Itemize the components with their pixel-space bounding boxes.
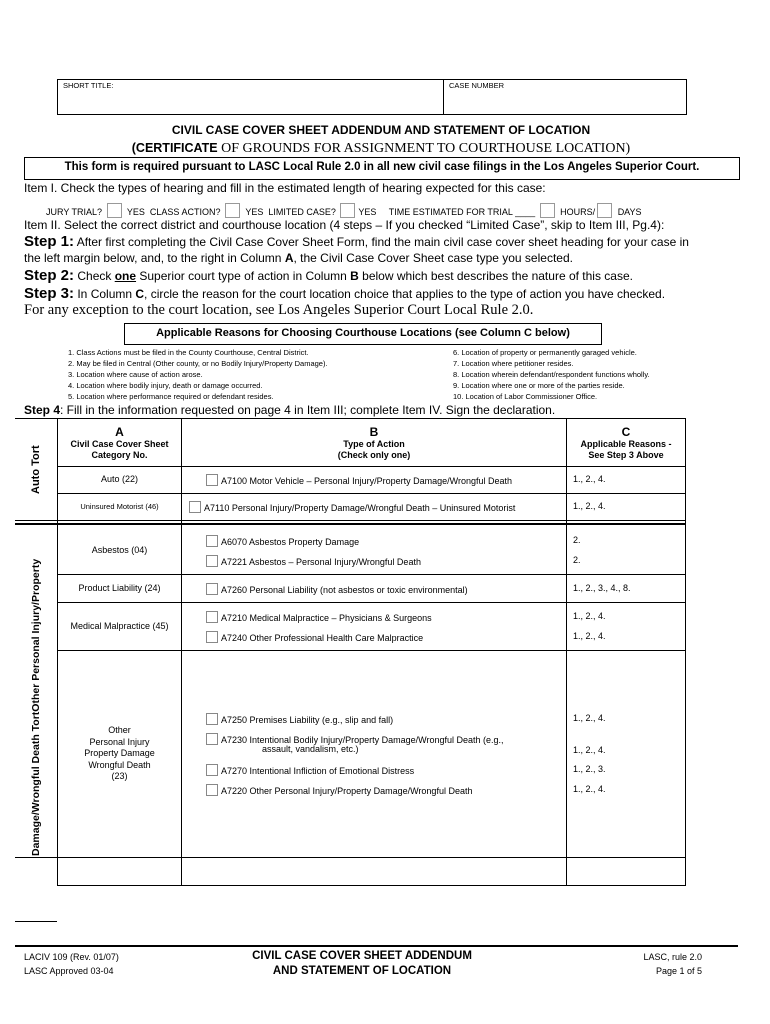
action-a7230-cont: assault, vandalism, etc.) [262, 744, 359, 754]
reasons-a7100: 1., 2., 4. [573, 474, 606, 484]
side-label-auto-tort: Auto Tort [30, 445, 42, 494]
step2-text-c: below which best describes the nature of this case. [358, 269, 633, 283]
class-action-label: CLASS ACTION? [149, 207, 221, 217]
hours-checkbox[interactable] [540, 203, 555, 218]
action-a7110 [187, 501, 515, 513]
reason-6: 6. Location of property or permanently garaged vehicle. [453, 348, 637, 357]
short-title-label: SHORT TITLE: [63, 81, 114, 90]
footer-rule-ref: LASC, rule 2.0 [643, 952, 702, 962]
category-other-pi [57, 725, 182, 783]
page-title: CIVIL CASE COVER SHEET ADDENDUM AND STATEMENT OF LOCATION [171, 123, 591, 137]
category-asbestos: Asbestos (04) [91, 545, 148, 555]
step4-text: : Fill in the information requested on page 4 in Item III; complete Item IV. Sign the declaration. [60, 403, 556, 417]
header-box [57, 79, 687, 115]
reason-7: 7. Location where petitioner resides. [453, 359, 574, 368]
reasons-a7110: 1., 2., 4. [573, 501, 606, 511]
checkbox-a7230[interactable] [206, 733, 218, 745]
col-b-header [181, 425, 567, 461]
action-a7240 [204, 631, 423, 643]
action-a7210 [204, 611, 432, 623]
item2-text: Item II. Select the correct district and courthouse location (4 steps – If you checked “Limited Case”, skip to Item III, Pg.4): [24, 218, 665, 232]
reasons-a7220: 1., 2., 4. [573, 784, 606, 794]
time-estimate-label[interactable]: TIME ESTIMATED FOR TRIAL ____ [388, 207, 536, 217]
action-a7210-label: A7210 Medical Malpractice – Physicians & Surgeons [221, 613, 432, 623]
step1-label: Step 1: [24, 233, 75, 250]
step3-text-b: , circle the reason for the court location choice that applies to the type of action you have checked. [144, 287, 666, 301]
reason-1: 1. Class Actions must be filed in the County Courthouse, Central District. [68, 348, 309, 357]
footer-title [212, 949, 512, 979]
col-a-title1: Civil Case Cover Sheet [70, 439, 169, 449]
col-b-title1: Type of Action [343, 439, 405, 449]
step1-text2b: , the Civil Case Cover Sheet case type you selected. [293, 251, 573, 265]
reasons-a7250: 1., 2., 4. [573, 713, 606, 723]
step2-text-b: Superior court type of action in Column [136, 269, 351, 283]
page-subtitle [0, 139, 762, 157]
category-medical-malpractice: Medical Malpractice (45) [70, 621, 169, 631]
col-a-title2: Category No. [91, 450, 148, 460]
checkbox-a7270[interactable] [206, 764, 218, 776]
reasons-a7230: 1., 2., 4. [573, 745, 606, 755]
action-a7270-label: A7270 Intentional Infliction of Emotional Distress [221, 766, 415, 776]
hours-label: HOURS/ [560, 207, 596, 217]
action-a7110-label: A7110 Personal Injury/Property Damage/Wrongful Death – Uninsured Motorist [204, 503, 516, 513]
step3-text-a: In Column [74, 287, 136, 301]
item1-text: Item I. Check the types of hearing and fill in the estimated length of hearing expected for this case: [24, 181, 546, 195]
days-checkbox[interactable] [597, 203, 612, 218]
action-a7221-label: A7221 Asbestos – Personal Injury/Wrongful Death [221, 557, 421, 567]
footer-form-id: LACIV 109 (Rev. 01/07) [24, 952, 119, 962]
days-label: DAYS [617, 207, 642, 217]
action-a7220 [204, 784, 472, 796]
footer-approved: LASC Approved 03-04 [24, 966, 114, 976]
reason-8: 8. Location wherein defendant/respondent functions wholly. [453, 370, 650, 379]
action-a7260-label: A7260 Personal Liability (not asbestos or toxic environmental) [221, 585, 468, 595]
col-b-letter: B [369, 425, 379, 439]
subtitle-rest: OF GROUNDS FOR ASSIGNMENT TO COURTHOUSE LOCATION) [217, 141, 631, 156]
limited-case-checkbox[interactable] [340, 203, 355, 218]
checkbox-a7260[interactable] [206, 583, 218, 595]
footer-rule [15, 945, 738, 947]
step2-text-a: Check [74, 269, 115, 283]
footer-title-line1: CIVIL CASE COVER SHEET ADDENDUM [252, 950, 472, 962]
step1-col-a: A [284, 251, 294, 265]
jury-trial-checkbox[interactable] [107, 203, 122, 218]
category-other-pi-line1: Other [108, 725, 131, 735]
reason-9: 9. Location where one or more of the parties reside. [453, 381, 625, 390]
side-label-other-pi: Damage/Wrongful Death TortOther Personal Injury/Property [30, 558, 42, 856]
col-b-title2: (Check only one) [337, 450, 411, 460]
category-uninsured-motorist: Uninsured Motorist (46) [80, 502, 159, 511]
step4 [24, 403, 555, 417]
checkbox-a6070[interactable] [206, 535, 218, 547]
jury-trial-label: JURY TRIAL? [46, 207, 103, 217]
checkbox-a7210[interactable] [206, 611, 218, 623]
reasons-title: Applicable Reasons for Choosing Courthouse Locations (see Column C below) [156, 327, 570, 339]
step2-col: B [350, 269, 359, 283]
col-c-title2: See Step 3 Above [588, 450, 664, 460]
footer-title-line2: AND STATEMENT OF LOCATION [272, 965, 452, 977]
subtitle-bold: (CERTIFICATE [131, 141, 218, 155]
category-auto: Auto (22) [100, 474, 139, 484]
step2-one: one [114, 269, 137, 283]
reasons-a7260: 1., 2., 3., 4., 8. [573, 583, 631, 593]
step1 [24, 234, 734, 266]
checkbox-a7100[interactable] [206, 474, 218, 486]
action-a7270 [204, 764, 414, 776]
exception-note: For any exception to the court location, see Los Angeles Superior Court Local Rule 2.0. [24, 302, 534, 318]
action-a7240-label: A7240 Other Professional Health Care Malpractice [221, 633, 424, 643]
step1-text1: After first completing the Civil Case Cover Sheet Form, find the main civil case cover sheet heading for your case in [74, 235, 689, 249]
reasons-left-list [68, 347, 328, 402]
footnote-rule [15, 921, 57, 922]
checkbox-a7110[interactable] [189, 501, 201, 513]
step1-text2a: the left margin below, and, to the right in Column [24, 251, 285, 265]
col-a-letter: A [115, 425, 124, 439]
action-a6070-label: A6070 Asbestos Property Damage [221, 537, 360, 547]
case-number-label: CASE NUMBER [449, 81, 505, 90]
step3 [24, 285, 665, 302]
reason-2: 2. May be filed in Central (Other county, or no Bodily Injury/Property Damage). [68, 359, 328, 368]
reasons-a7210: 1., 2., 4. [573, 611, 606, 621]
item1-options [46, 203, 642, 218]
yes-label-3: YES [358, 207, 377, 217]
reasons-a6070: 2. [573, 535, 581, 545]
col-c-header [566, 425, 686, 461]
action-a7260 [204, 583, 468, 595]
required-notice-text: This form is required pursuant to LASC Local Rule 2.0 in all new civil case filings in the Los Angeles Superior Court. [64, 161, 700, 173]
footer-page: Page 1 of 5 [655, 966, 702, 976]
action-a6070 [204, 535, 359, 547]
action-a7221 [204, 555, 421, 567]
reason-4: 4. Location where bodily injury, death or damage occurred. [68, 381, 263, 390]
reasons-a7221: 2. [573, 555, 581, 565]
action-a7250-label: A7250 Premises Liability (e.g., slip and fall) [221, 715, 394, 725]
reason-10: 10. Location of Labor Commissioner Office. [453, 392, 598, 401]
category-other-pi-line4: Wrongful Death [88, 759, 151, 770]
step3-col: C [135, 287, 145, 301]
step4-label: Step 4 [24, 403, 61, 417]
action-a7100 [204, 474, 512, 486]
col-c-letter: C [621, 425, 631, 439]
reasons-a7240: 1., 2., 4. [573, 631, 606, 641]
category-product-liability: Product Liability (24) [78, 583, 161, 593]
checkbox-a7220[interactable] [206, 784, 218, 796]
col-c-title1: Applicable Reasons - [580, 439, 672, 449]
limited-case-label: LIMITED CASE? [268, 207, 336, 217]
action-a7250 [204, 713, 393, 725]
category-other-pi-line3: Property Damage [84, 748, 155, 758]
step3-label: Step 3: [24, 285, 75, 302]
step2-label: Step 2: [24, 267, 75, 284]
action-a7100-label: A7100 Motor Vehicle – Personal Injury/Property Damage/Wrongful Death [221, 476, 512, 486]
checkbox-a7221[interactable] [206, 555, 218, 567]
reasons-a7270: 1., 2., 3. [573, 764, 606, 774]
reason-5: 5. Location where performance required or defendant resides. [68, 392, 274, 401]
step2 [24, 267, 633, 284]
yes-label-1: YES [126, 207, 145, 217]
checkbox-a7240[interactable] [206, 631, 218, 643]
reasons-right-list [453, 347, 650, 402]
action-a7230-label: A7230 Intentional Bodily Injury/Property Damage/Wrongful Death (e.g., [221, 735, 504, 745]
class-action-checkbox[interactable] [225, 203, 240, 218]
action-a7220-label: A7220 Other Personal Injury/Property Damage/Wrongful Death [221, 786, 473, 796]
yes-label-2: YES [245, 207, 264, 217]
category-other-pi-line2: Personal Injury [89, 736, 150, 747]
reason-3: 3. Location where cause of action arose. [68, 370, 203, 379]
category-other-pi-line5: (23) [111, 771, 128, 781]
col-a-header [57, 425, 182, 461]
checkbox-a7250[interactable] [206, 713, 218, 725]
